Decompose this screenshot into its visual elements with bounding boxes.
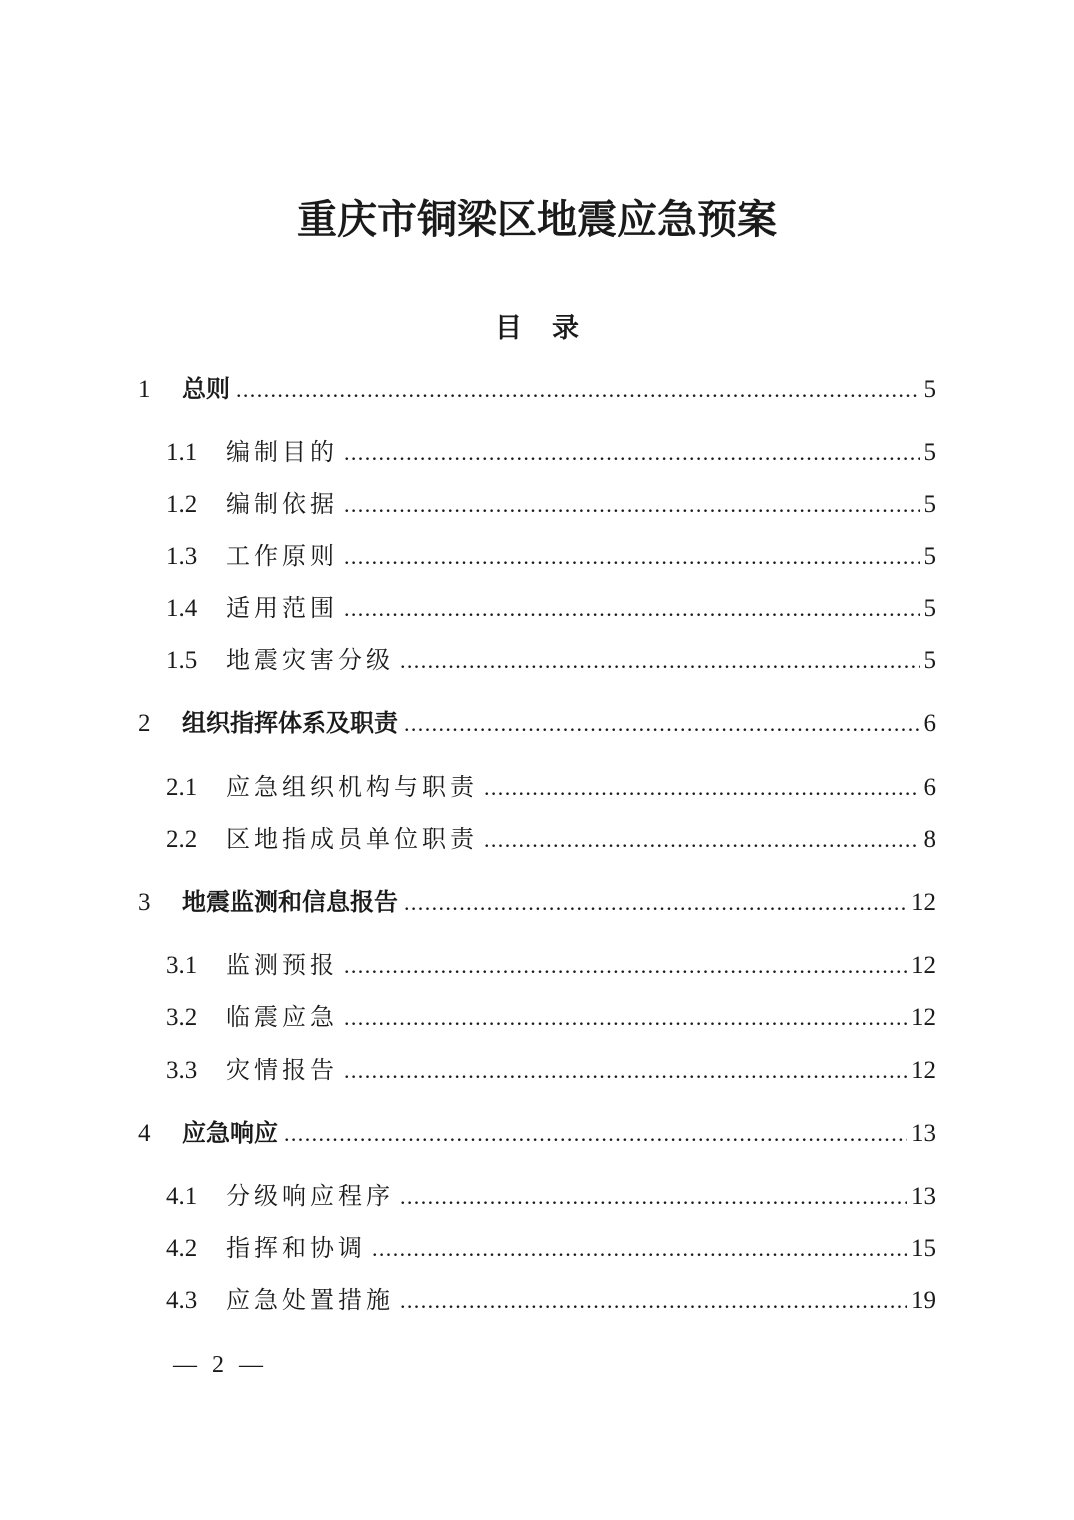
toc-entry-page: 13 — [911, 1183, 936, 1210]
toc-entry-3-1[interactable] — [166, 947, 936, 983]
footer-dash-left: — — [173, 1352, 197, 1378]
page-footer — [170, 1352, 266, 1379]
toc-entry-page: 12 — [911, 889, 936, 916]
toc-dot-leader — [344, 487, 920, 523]
toc-dot-leader — [400, 1179, 907, 1215]
toc-entry-3-3[interactable] — [166, 1052, 936, 1088]
toc-entry-label: 灾情报告 — [226, 1056, 338, 1084]
toc-entry-label: 应急处置措施 — [226, 1286, 394, 1314]
toc-entry-number: 2.1 — [166, 774, 198, 801]
toc-entry-3-2[interactable] — [166, 999, 936, 1035]
toc-entry-2[interactable] — [138, 705, 936, 741]
toc-entry-1-1[interactable] — [166, 434, 936, 470]
toc-entry-label: 应急组织机构与职责 — [226, 773, 478, 801]
toc-dot-leader — [484, 770, 920, 806]
toc-entry-label: 指挥和协调 — [226, 1234, 366, 1262]
toc-entry-number: 1.5 — [166, 647, 198, 674]
toc-entry-label: 编制目的 — [226, 438, 338, 466]
toc-entry-1-4[interactable] — [166, 590, 936, 626]
toc-entry-page: 5 — [923, 491, 936, 518]
toc-entry-label: 临震应急 — [226, 1003, 338, 1031]
footer-page-number: 2 — [212, 1352, 224, 1378]
toc-entry-number: 1.3 — [166, 543, 198, 570]
toc-dot-leader — [284, 1116, 907, 1152]
toc-entry-number: 2 — [138, 710, 151, 737]
toc-entry-number: 3.3 — [166, 1057, 198, 1084]
toc-entry-4-2[interactable] — [166, 1230, 936, 1266]
toc-heading-char-1: 目 — [495, 313, 522, 344]
toc-entry-label: 地震灾害分级 — [226, 646, 394, 674]
toc-entry-page: 6 — [923, 710, 936, 737]
toc-entry-4[interactable] — [138, 1115, 936, 1151]
toc-entry-label: 分级响应程序 — [226, 1182, 394, 1210]
toc-dot-leader — [344, 1000, 907, 1036]
toc-entry-2-1[interactable] — [166, 769, 936, 805]
toc-entry-4-1[interactable] — [166, 1178, 936, 1214]
toc-entry-number: 4.2 — [166, 1235, 198, 1262]
toc-entry-label: 总则 — [182, 375, 230, 403]
toc-entry-page: 12 — [911, 1004, 936, 1031]
toc-dot-leader — [344, 539, 920, 575]
toc-entry-page: 19 — [911, 1287, 936, 1314]
toc-heading-char-2: 录 — [552, 313, 579, 344]
toc-entry-3[interactable] — [138, 884, 936, 920]
toc-entry-number: 4.1 — [166, 1183, 198, 1210]
toc-entry-number: 1.4 — [166, 595, 198, 622]
toc-dot-leader — [400, 1283, 907, 1319]
toc-entry-label: 地震监测和信息报告 — [182, 888, 398, 916]
toc-entry-page: 5 — [923, 595, 936, 622]
toc-entry-1[interactable] — [138, 371, 936, 407]
toc-entry-label: 监测预报 — [226, 951, 338, 979]
toc-dot-leader — [404, 885, 907, 921]
document-title: 重庆市铜梁区地震应急预案 — [297, 196, 777, 243]
toc-entry-page: 8 — [923, 826, 936, 853]
toc-entry-page: 5 — [923, 376, 936, 403]
toc-entry-label: 编制依据 — [226, 490, 338, 518]
toc-entry-1-2[interactable] — [166, 486, 936, 522]
toc-entry-number: 4 — [138, 1120, 151, 1147]
toc-dot-leader — [236, 372, 920, 408]
toc-dot-leader — [404, 706, 920, 742]
toc-entry-number: 3 — [138, 889, 151, 916]
toc-entry-page: 5 — [923, 543, 936, 570]
toc-entry-number: 1.1 — [166, 439, 198, 466]
toc-heading — [0, 306, 1074, 345]
toc-entry-number: 4.3 — [166, 1287, 198, 1314]
toc-entry-number: 1.2 — [166, 491, 198, 518]
toc-entry-number: 3.1 — [166, 952, 198, 979]
footer-dash-right: — — [239, 1352, 263, 1378]
toc-entry-1-3[interactable] — [166, 538, 936, 574]
toc-entry-number: 3.2 — [166, 1004, 198, 1031]
toc-entry-label: 适用范围 — [226, 594, 338, 622]
toc-dot-leader — [372, 1231, 907, 1267]
toc-entry-page: 12 — [911, 952, 936, 979]
toc-entry-number: 2.2 — [166, 826, 198, 853]
toc-entry-2-2[interactable] — [166, 821, 936, 857]
toc-entry-4-3[interactable] — [166, 1282, 936, 1318]
toc-entry-number: 1 — [138, 376, 151, 403]
toc-dot-leader — [344, 1053, 907, 1089]
toc-entry-page: 12 — [911, 1057, 936, 1084]
toc-entry-page: 13 — [911, 1120, 936, 1147]
toc-entry-1-5[interactable] — [166, 642, 936, 678]
toc-dot-leader — [344, 435, 920, 471]
toc-entry-page: 6 — [923, 774, 936, 801]
toc-entry-page: 15 — [911, 1235, 936, 1262]
toc-entry-label: 组织指挥体系及职责 — [182, 709, 398, 737]
toc-entry-label: 区地指成员单位职责 — [226, 825, 478, 853]
toc-dot-leader — [484, 822, 920, 858]
toc-dot-leader — [400, 643, 920, 679]
toc-dot-leader — [344, 948, 907, 984]
toc-entry-page: 5 — [923, 439, 936, 466]
toc-entry-label: 工作原则 — [226, 542, 338, 570]
toc-entry-label: 应急响应 — [182, 1119, 278, 1147]
toc-dot-leader — [344, 591, 920, 627]
toc-entry-page: 5 — [923, 647, 936, 674]
